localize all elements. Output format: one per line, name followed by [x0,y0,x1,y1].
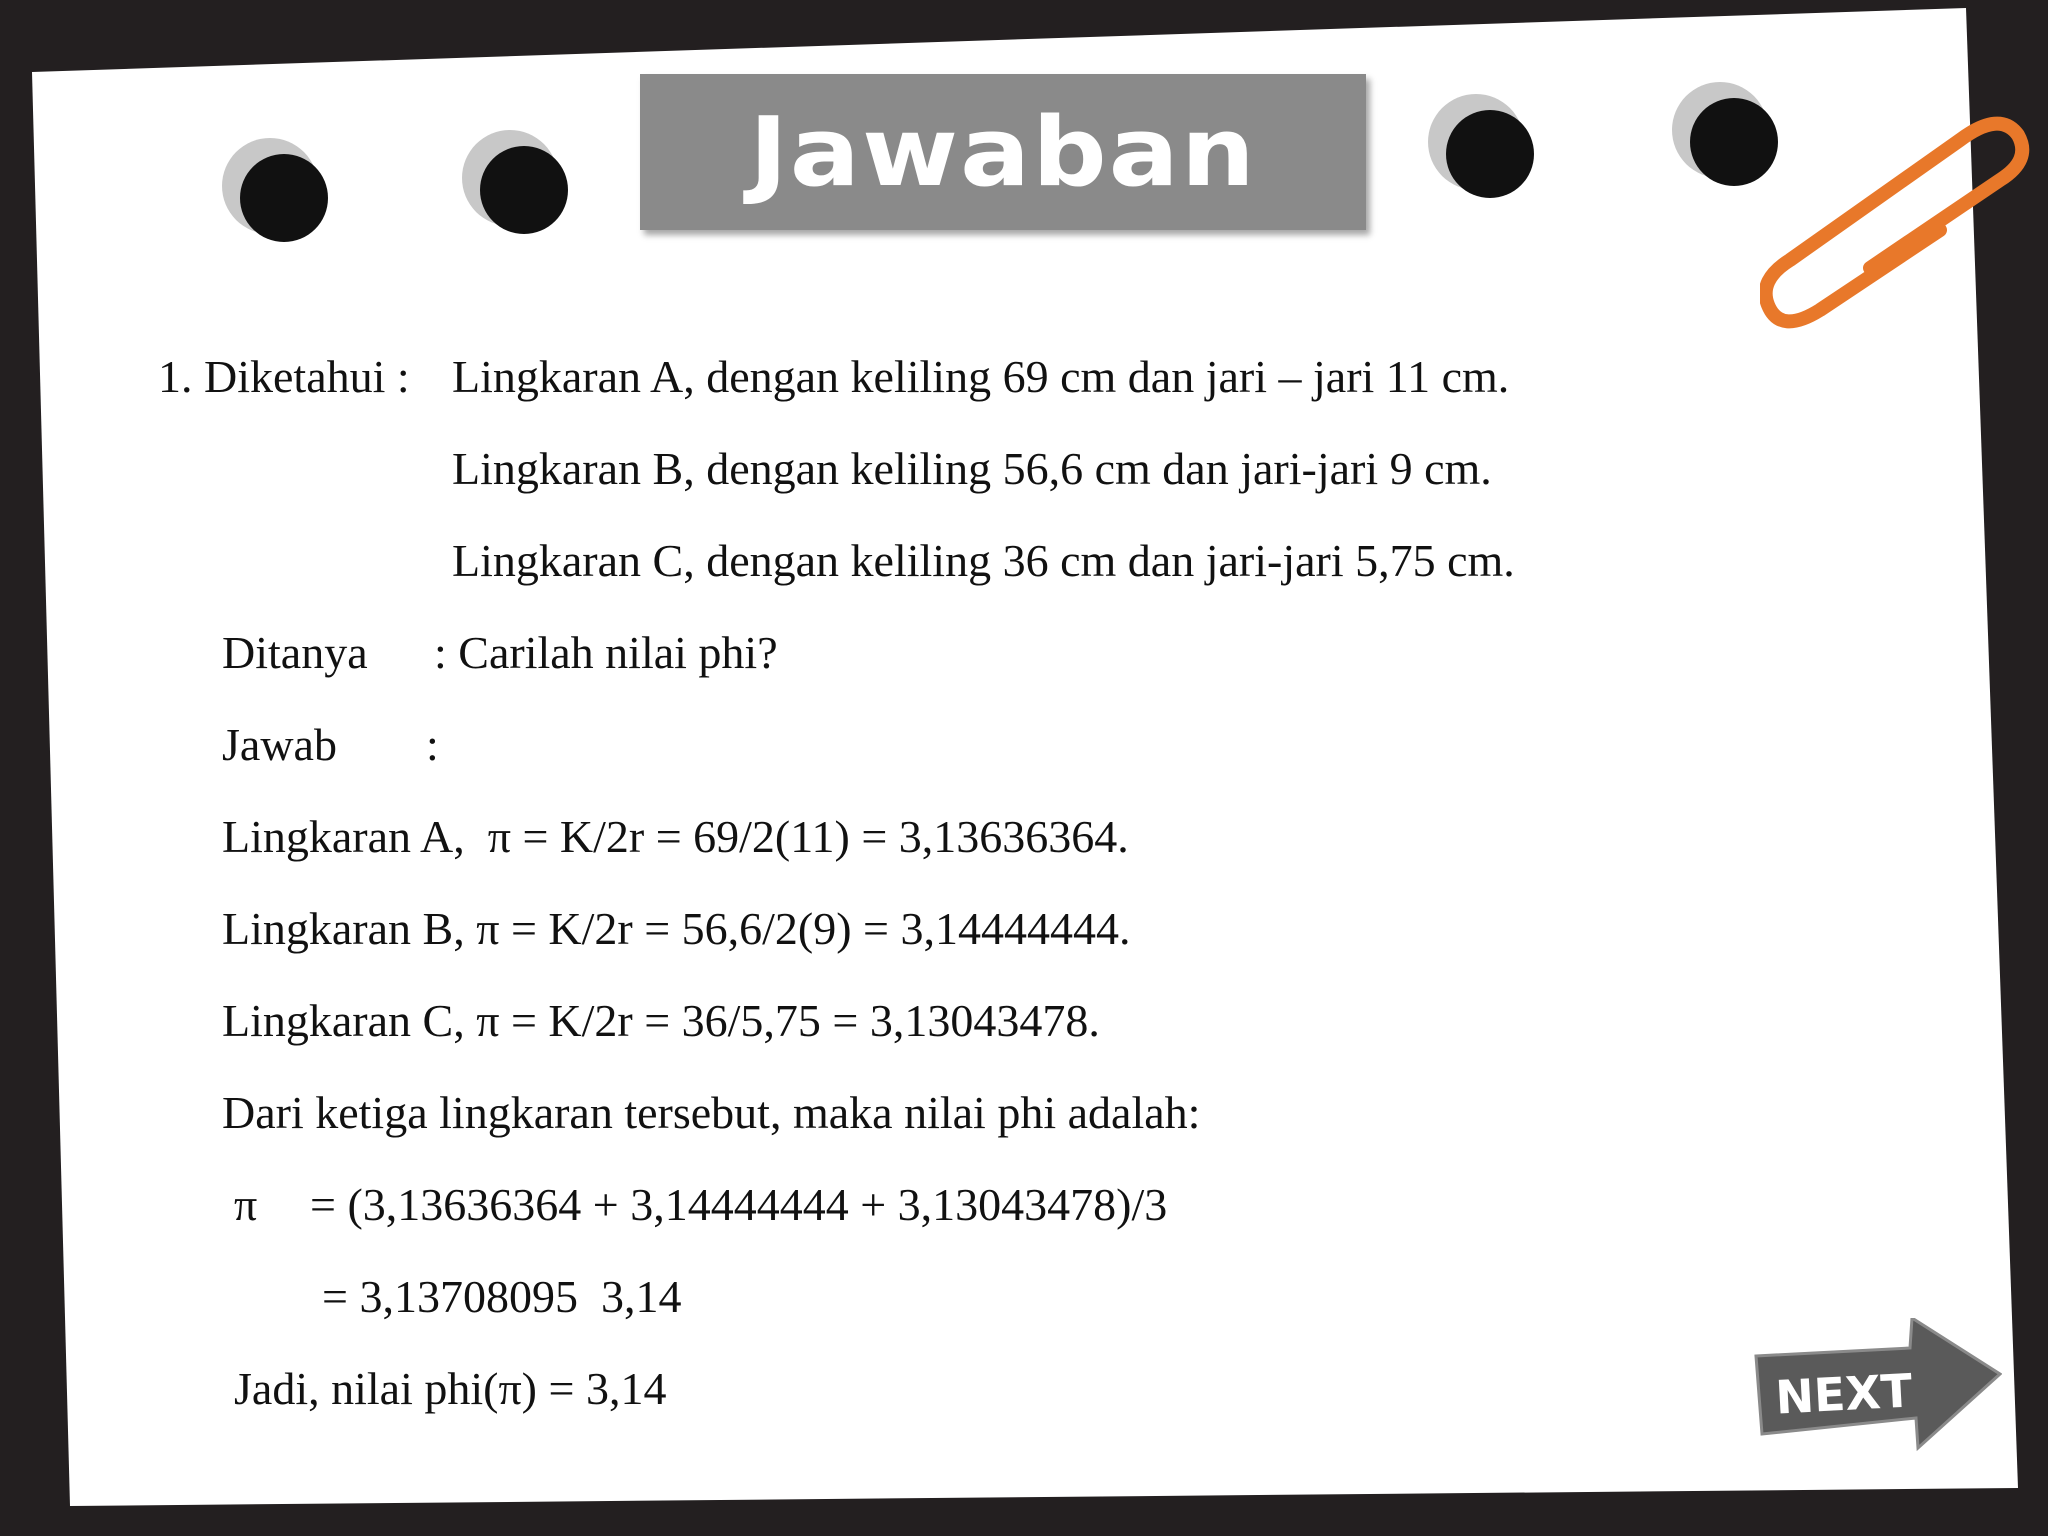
known-circle-b: Lingkaran B, dengan keliling 56,6 cm dan jari-jari 9 cm. [452,443,1492,494]
next-button[interactable] [1752,1318,2002,1452]
average-result: = 3,13708095 3,14 [322,1271,682,1322]
next-button-label: NEXT [1774,1363,1914,1425]
calc-circle-c: Lingkaran C, π = K/2r = 36/5,75 = 3,13043478. [222,995,1100,1046]
summary-line: Dari ketiga lingkaran tersebut, maka nilai phi adalah: [222,1087,1201,1138]
pi-symbol: π [234,1179,258,1230]
known-prefix: 1. Diketahui : [158,351,410,402]
calc-circle-b: Lingkaran B, π = K/2r = 56,6/2(9) = 3,14444444. [222,903,1131,954]
page-title: Jawaban [749,95,1257,209]
calc-circle-a: Lingkaran A, π = K/2r = 69/2(11) = 3,13636364. [222,811,1129,862]
asked-label: Ditanya [222,627,368,678]
conclusion-line: Jadi, nilai phi(π) = 3,14 [234,1363,667,1414]
answer-label: Jawab [222,719,337,770]
known-circle-a: Lingkaran A, dengan keliling 69 cm dan jari – jari 11 cm. [452,351,1510,402]
average-expression: = (3,13636364 + 3,14444444 + 3,13043478)/3 [310,1179,1168,1230]
known-circle-c: Lingkaran C, dengan keliling 36 cm dan jari-jari 5,75 cm. [452,535,1515,586]
asked-value: : Carilah nilai phi? [434,627,778,678]
answer-colon: : [426,719,439,770]
